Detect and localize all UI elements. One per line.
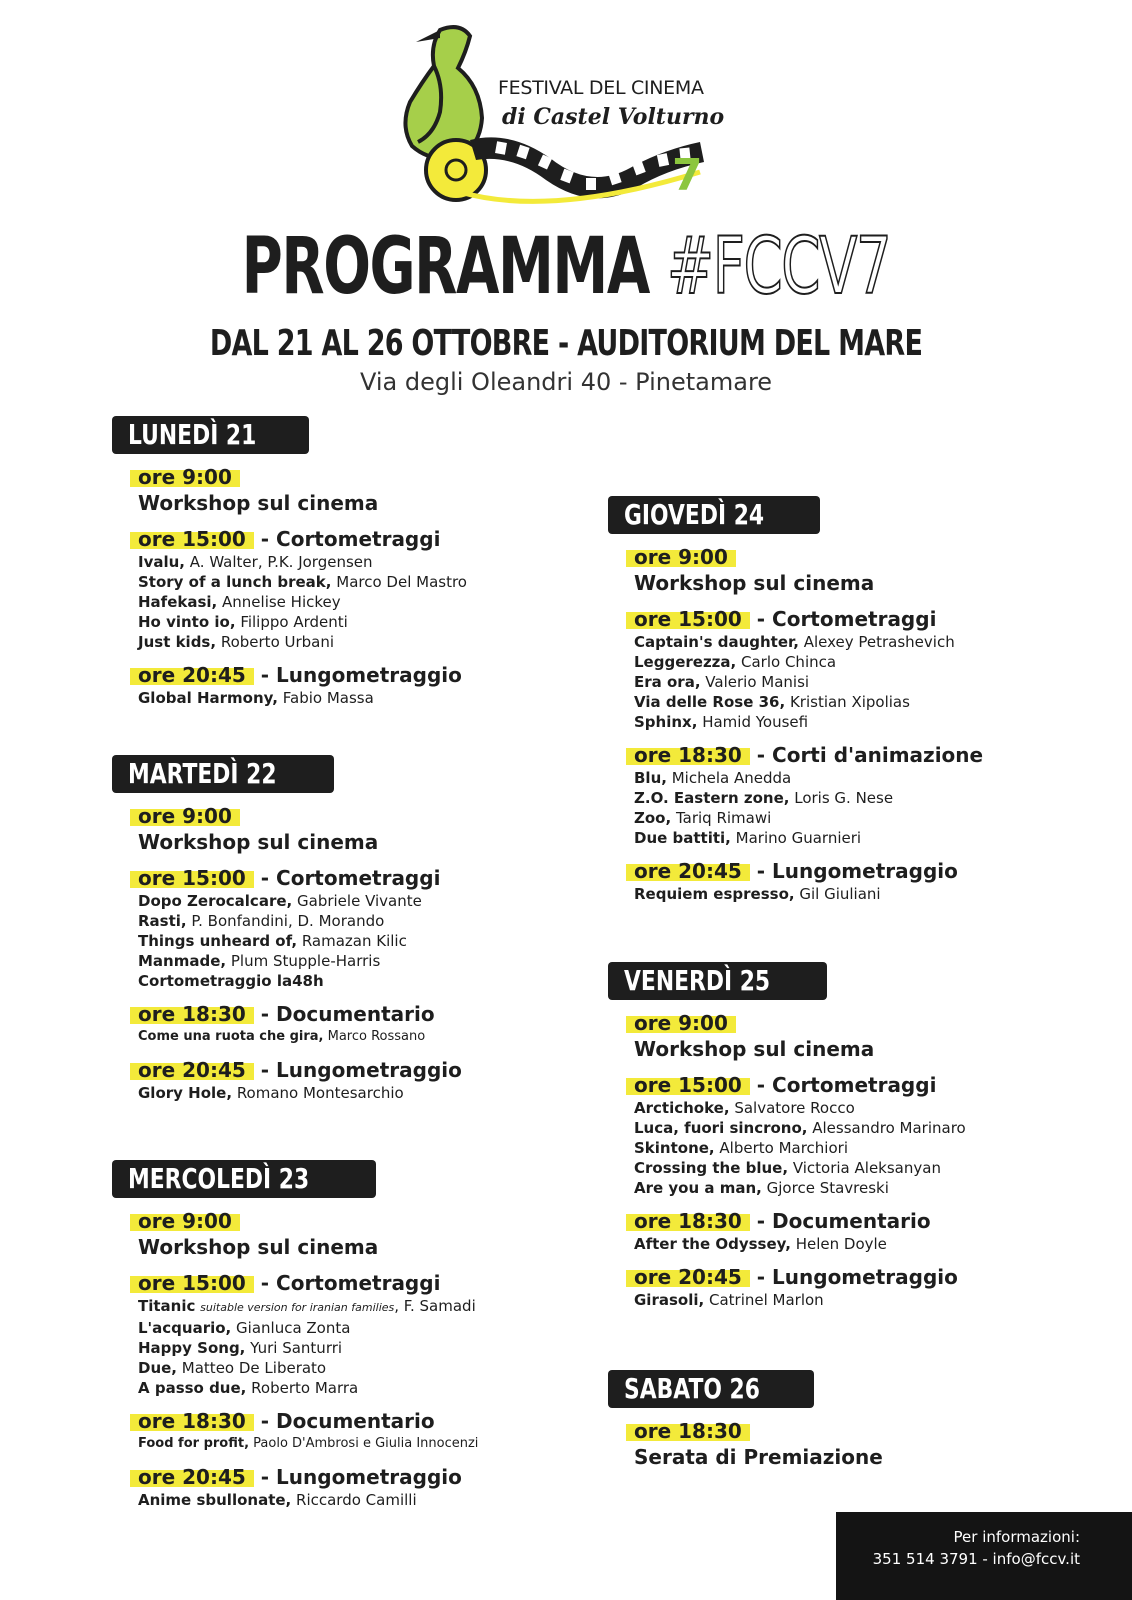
- film-item: [138, 1434, 612, 1454]
- film-title: After the Odyssey,: [634, 1235, 791, 1253]
- schedule-slot: [130, 1408, 612, 1454]
- page-title: [158, 222, 973, 312]
- slot-description: Workshop sul cinema: [138, 1235, 379, 1259]
- schedule-slot: [626, 1072, 1108, 1198]
- slot-time: ore 18:30: [130, 1002, 254, 1026]
- slot-header: [130, 865, 612, 891]
- schedule-slot: [130, 1464, 612, 1510]
- slot-description: - Documentario: [756, 1209, 931, 1233]
- film-list: [138, 1296, 612, 1398]
- schedule-slot: [626, 742, 1108, 848]
- day-label: [608, 496, 820, 534]
- film-list: [634, 884, 1108, 904]
- film-list: [138, 1490, 612, 1510]
- film-credits: Gianluca Zonta: [236, 1319, 351, 1337]
- film-item: [138, 951, 612, 971]
- film-item: [138, 632, 612, 652]
- day-label-text: SABATO 26: [624, 1372, 760, 1405]
- slot-header: [130, 1464, 612, 1490]
- film-credits: Salvatore Rocco: [734, 1099, 855, 1117]
- day-monday: [112, 416, 612, 708]
- film-credits: Roberto Marra: [251, 1379, 359, 1397]
- slot-time: ore 20:45: [626, 1265, 750, 1289]
- film-title: Cortometraggio la48h: [138, 972, 324, 990]
- film-title: Manmade,: [138, 952, 227, 970]
- slot-description: Workshop sul cinema: [138, 830, 379, 854]
- film-note: suitable version for iranian families: [200, 1301, 395, 1314]
- slot-time: ore 20:45: [626, 859, 750, 883]
- film-item: [138, 931, 612, 951]
- day-label: [112, 416, 309, 454]
- film-title: Zoo,: [634, 809, 672, 827]
- film-item: [634, 692, 1108, 712]
- slot-time: ore 20:45: [130, 1058, 254, 1082]
- slot-time: ore 20:45: [130, 663, 254, 687]
- film-credits: Hamid Yousefi: [702, 713, 809, 731]
- day-label: [112, 755, 334, 793]
- slot-header: [130, 1208, 612, 1234]
- title-main: PROGRAMMA: [241, 222, 649, 312]
- slot-time: ore 9:00: [130, 1209, 240, 1233]
- film-list: [138, 552, 612, 652]
- schedule-slot: [626, 544, 1108, 596]
- film-item: [138, 911, 612, 931]
- day-label: [112, 1160, 376, 1198]
- schedule-slot: [626, 606, 1108, 732]
- film-title: Rasti,: [138, 912, 187, 930]
- film-list: [138, 688, 612, 708]
- film-credits: Gil Giuliani: [799, 885, 881, 903]
- day-label-text: MERCOLEDÌ 23: [128, 1162, 310, 1195]
- slot-description: - Documentario: [260, 1409, 435, 1433]
- film-title: Captain's daughter,: [634, 633, 799, 651]
- slot-description: Workshop sul cinema: [634, 571, 875, 595]
- film-credits: Alessandro Marinaro: [812, 1119, 966, 1137]
- slot-description: - Lungometraggio: [260, 1058, 462, 1082]
- film-title: Story of a lunch break,: [138, 573, 332, 591]
- schedule-slot: [130, 526, 612, 652]
- film-item: [138, 1358, 612, 1378]
- film-credits: Gabriele Vivante: [297, 892, 422, 910]
- film-list: [634, 768, 1108, 848]
- film-title: L'acquario,: [138, 1319, 232, 1337]
- slot-description: - Lungometraggio: [756, 1265, 958, 1289]
- film-title: Girasoli,: [634, 1291, 705, 1309]
- slot-time: ore 15:00: [626, 1073, 750, 1097]
- film-item: [634, 652, 1108, 672]
- film-list: [138, 891, 612, 991]
- slot-time: ore 18:30: [626, 1209, 750, 1233]
- festival-logo: [400, 22, 730, 212]
- film-item: [138, 592, 612, 612]
- slot-time: ore 18:30: [130, 1409, 254, 1433]
- film-credits: Riccardo Camilli: [296, 1491, 417, 1509]
- film-title: Titanic: [138, 1297, 196, 1315]
- film-credits: P. Bonfandini, D. Morando: [191, 912, 385, 930]
- film-credits: Marco Rossano: [327, 1029, 426, 1044]
- film-title: Ivalu,: [138, 553, 185, 571]
- slot-description: - Cortometraggi: [756, 607, 937, 631]
- slot-header: [626, 1264, 1108, 1290]
- info-box: [836, 1512, 1132, 1600]
- film-title: Crossing the blue,: [634, 1159, 789, 1177]
- film-item: [138, 688, 612, 708]
- film-item: [634, 1118, 1108, 1138]
- film-credits: Filippo Ardenti: [240, 613, 348, 631]
- slot-time: ore 15:00: [130, 527, 254, 551]
- film-item: [634, 828, 1108, 848]
- slot-description: - Cortometraggi: [756, 1073, 937, 1097]
- film-credits: Marino Guarnieri: [735, 829, 862, 847]
- film-title: Requiem espresso,: [634, 885, 795, 903]
- film-credits: Helen Doyle: [795, 1235, 887, 1253]
- logo-edition-number: 7: [672, 150, 703, 201]
- slot-time: ore 15:00: [130, 866, 254, 890]
- day-label-text: VENERDÌ 25: [624, 964, 771, 997]
- slot-header: [130, 803, 612, 829]
- schedule-slot: [626, 1264, 1108, 1310]
- day-label-text: LUNEDÌ 21: [128, 418, 257, 451]
- slot-header: [626, 742, 1108, 768]
- film-item: [138, 572, 612, 592]
- film-credits: , F. Samadi: [394, 1297, 476, 1315]
- film-title: Anime sbullonate,: [138, 1491, 292, 1509]
- film-title: Sphinx,: [634, 713, 698, 731]
- day-saturday: [608, 1370, 1108, 1470]
- film-item: [634, 672, 1108, 692]
- film-item: [634, 1138, 1108, 1158]
- schedule-slot: [130, 464, 612, 516]
- film-title: Ho vinto io,: [138, 613, 236, 631]
- film-item: [634, 1178, 1108, 1198]
- film-title: Era ora,: [634, 673, 701, 691]
- film-title: Due battiti,: [634, 829, 731, 847]
- film-item: [634, 712, 1108, 732]
- schedule-slot: [626, 1208, 1108, 1254]
- film-credits: Kristian Xipolias: [789, 693, 910, 711]
- film-credits: Plum Stupple-Harris: [230, 952, 381, 970]
- slot-description: - Cortometraggi: [260, 866, 441, 890]
- film-title: Luca, fuori sincrono,: [634, 1119, 808, 1137]
- film-item: [138, 1338, 612, 1358]
- film-item: [634, 1098, 1108, 1118]
- schedule-slot: [130, 662, 612, 708]
- film-title: Dopo Zerocalcare,: [138, 892, 293, 910]
- film-title: Blu,: [634, 769, 667, 787]
- film-title: A passo due,: [138, 1379, 247, 1397]
- slot-description: - Cortometraggi: [260, 527, 441, 551]
- film-item: [138, 891, 612, 911]
- film-credits: Alexey Petrashevich: [803, 633, 955, 651]
- day-label: [608, 1370, 814, 1408]
- film-list: [138, 1083, 612, 1103]
- day-friday: [608, 962, 1108, 1310]
- film-credits: Annelise Hickey: [222, 593, 341, 611]
- film-title: Due,: [138, 1359, 178, 1377]
- slot-header: [130, 1270, 612, 1296]
- schedule-slot: [130, 1270, 612, 1398]
- film-item: [138, 1490, 612, 1510]
- venue-address: Via degli Oleandri 40 - Pinetamare: [359, 368, 773, 396]
- slot-description: Workshop sul cinema: [138, 491, 379, 515]
- slot-time: ore 9:00: [130, 465, 240, 489]
- film-list: [138, 1027, 612, 1047]
- film-title: Are you a man,: [634, 1179, 762, 1197]
- slot-header: [626, 1418, 1108, 1444]
- film-item: [634, 1158, 1108, 1178]
- slot-header: [130, 1408, 612, 1434]
- film-item: [138, 612, 612, 632]
- film-item: [138, 1296, 612, 1318]
- day-tuesday: [112, 755, 612, 1103]
- film-title: Glory Hole,: [138, 1084, 233, 1102]
- slot-description: - Lungometraggio: [260, 1465, 462, 1489]
- film-credits: Matteo De Liberato: [181, 1359, 327, 1377]
- slot-header: [626, 544, 1108, 570]
- slot-time: ore 18:30: [626, 1419, 750, 1443]
- slot-header: [626, 858, 1108, 884]
- slot-description: Workshop sul cinema: [634, 1037, 875, 1061]
- slot-time: ore 9:00: [130, 804, 240, 828]
- title-hashtag: #FCCV7: [667, 222, 891, 312]
- film-item: [634, 768, 1108, 788]
- slot-header: [130, 464, 612, 490]
- schedule-slot: [130, 1208, 612, 1260]
- schedule-slot: [130, 803, 612, 855]
- slot-description: Serata di Premiazione: [634, 1445, 883, 1469]
- slot-time: ore 15:00: [626, 607, 750, 631]
- slot-time: ore 9:00: [626, 1011, 736, 1035]
- day-wednesday: [112, 1160, 612, 1510]
- film-item: [634, 884, 1108, 904]
- slot-description: - Lungometraggio: [756, 859, 958, 883]
- film-item: [138, 552, 612, 572]
- film-credits: Marco Del Mastro: [336, 573, 467, 591]
- film-credits: Victoria Aleksanyan: [792, 1159, 941, 1177]
- slot-time: ore 18:30: [626, 743, 750, 767]
- slot-header: [130, 526, 612, 552]
- slot-header: [626, 1072, 1108, 1098]
- info-label: Per informazioni:: [953, 1528, 1080, 1546]
- film-item: [634, 1290, 1108, 1310]
- dates-venue: DAL 21 AL 26 OTTOBRE - AUDITORIUM DEL MARE: [209, 323, 923, 364]
- film-title: Leggerezza,: [634, 653, 737, 671]
- schedule-slot: [626, 1010, 1108, 1062]
- film-credits: Carlo Chinca: [741, 653, 837, 671]
- schedule-slot: [130, 865, 612, 991]
- day-label-text: MARTEDÌ 22: [128, 757, 277, 790]
- slot-time: ore 20:45: [130, 1465, 254, 1489]
- film-list: [634, 632, 1108, 732]
- slot-description: - Corti d'animazione: [756, 743, 984, 767]
- slot-header: [130, 1057, 612, 1083]
- film-item: [634, 632, 1108, 652]
- schedule-slot: [626, 858, 1108, 904]
- film-credits: Alberto Marchiori: [719, 1139, 848, 1157]
- film-credits: Roberto Urbani: [220, 633, 335, 651]
- film-title: Global Harmony,: [138, 689, 278, 707]
- slot-header: [130, 1001, 612, 1027]
- film-item: [634, 1234, 1108, 1254]
- film-list: [634, 1234, 1108, 1254]
- film-credits: Catrinel Marlon: [708, 1291, 824, 1309]
- slot-description: - Lungometraggio: [260, 663, 462, 687]
- slot-header: [626, 1208, 1108, 1234]
- slot-description: - Cortometraggi: [260, 1271, 441, 1295]
- film-credits: Gjorce Stavreski: [766, 1179, 889, 1197]
- film-item: [138, 971, 612, 991]
- film-item: [138, 1083, 612, 1103]
- film-title: Arctichoke,: [634, 1099, 730, 1117]
- film-item: [138, 1318, 612, 1338]
- film-credits: Romano Montesarchio: [236, 1084, 404, 1102]
- slot-time: ore 15:00: [130, 1271, 254, 1295]
- film-credits: Michela Anedda: [671, 769, 792, 787]
- day-label-text: GIOVEDÌ 24: [624, 498, 765, 531]
- logo-subtitle: di Castel Volturno: [502, 104, 725, 130]
- film-credits: Yuri Santurri: [250, 1339, 343, 1357]
- film-credits: Fabio Massa: [282, 689, 374, 707]
- film-title: Things unheard of,: [138, 932, 298, 950]
- day-label: [608, 962, 827, 1000]
- film-list: [634, 1290, 1108, 1310]
- info-contact: 351 514 3791 - info@fccv.it: [872, 1550, 1080, 1568]
- film-credits: Paolo D'Ambrosi e Giulia Innocenzi: [253, 1436, 479, 1451]
- film-item: [634, 788, 1108, 808]
- film-list: [138, 1434, 612, 1454]
- schedule-slot: [626, 1418, 1108, 1470]
- slot-time: ore 9:00: [626, 545, 736, 569]
- slot-description: - Documentario: [260, 1002, 435, 1026]
- film-credits: A. Walter, P.K. Jorgensen: [189, 553, 373, 571]
- film-credits: Valerio Manisi: [705, 673, 810, 691]
- film-title: Just kids,: [138, 633, 217, 651]
- schedule-slot: [130, 1001, 612, 1047]
- film-title: Come una ruota che gira,: [138, 1029, 324, 1044]
- film-item: [138, 1027, 612, 1047]
- slot-header: [626, 606, 1108, 632]
- logo-title: FESTIVAL DEL CINEMA: [498, 77, 704, 99]
- film-credits: Ramazan Kilic: [301, 932, 407, 950]
- schedule-slot: [130, 1057, 612, 1103]
- film-title: Via delle Rose 36,: [634, 693, 786, 711]
- slot-header: [626, 1010, 1108, 1036]
- day-thursday: [608, 496, 1108, 904]
- slot-header: [130, 662, 612, 688]
- film-title: Food for profit,: [138, 1436, 250, 1451]
- film-title: Happy Song,: [138, 1339, 246, 1357]
- film-item: [634, 808, 1108, 828]
- film-title: Hafekasi,: [138, 593, 218, 611]
- film-title: Z.O. Eastern zone,: [634, 789, 790, 807]
- film-title: Skintone,: [634, 1139, 715, 1157]
- film-list: [634, 1098, 1108, 1198]
- film-item: [138, 1378, 612, 1398]
- film-credits: Tariq Rimawi: [675, 809, 772, 827]
- film-credits: Loris G. Nese: [794, 789, 894, 807]
